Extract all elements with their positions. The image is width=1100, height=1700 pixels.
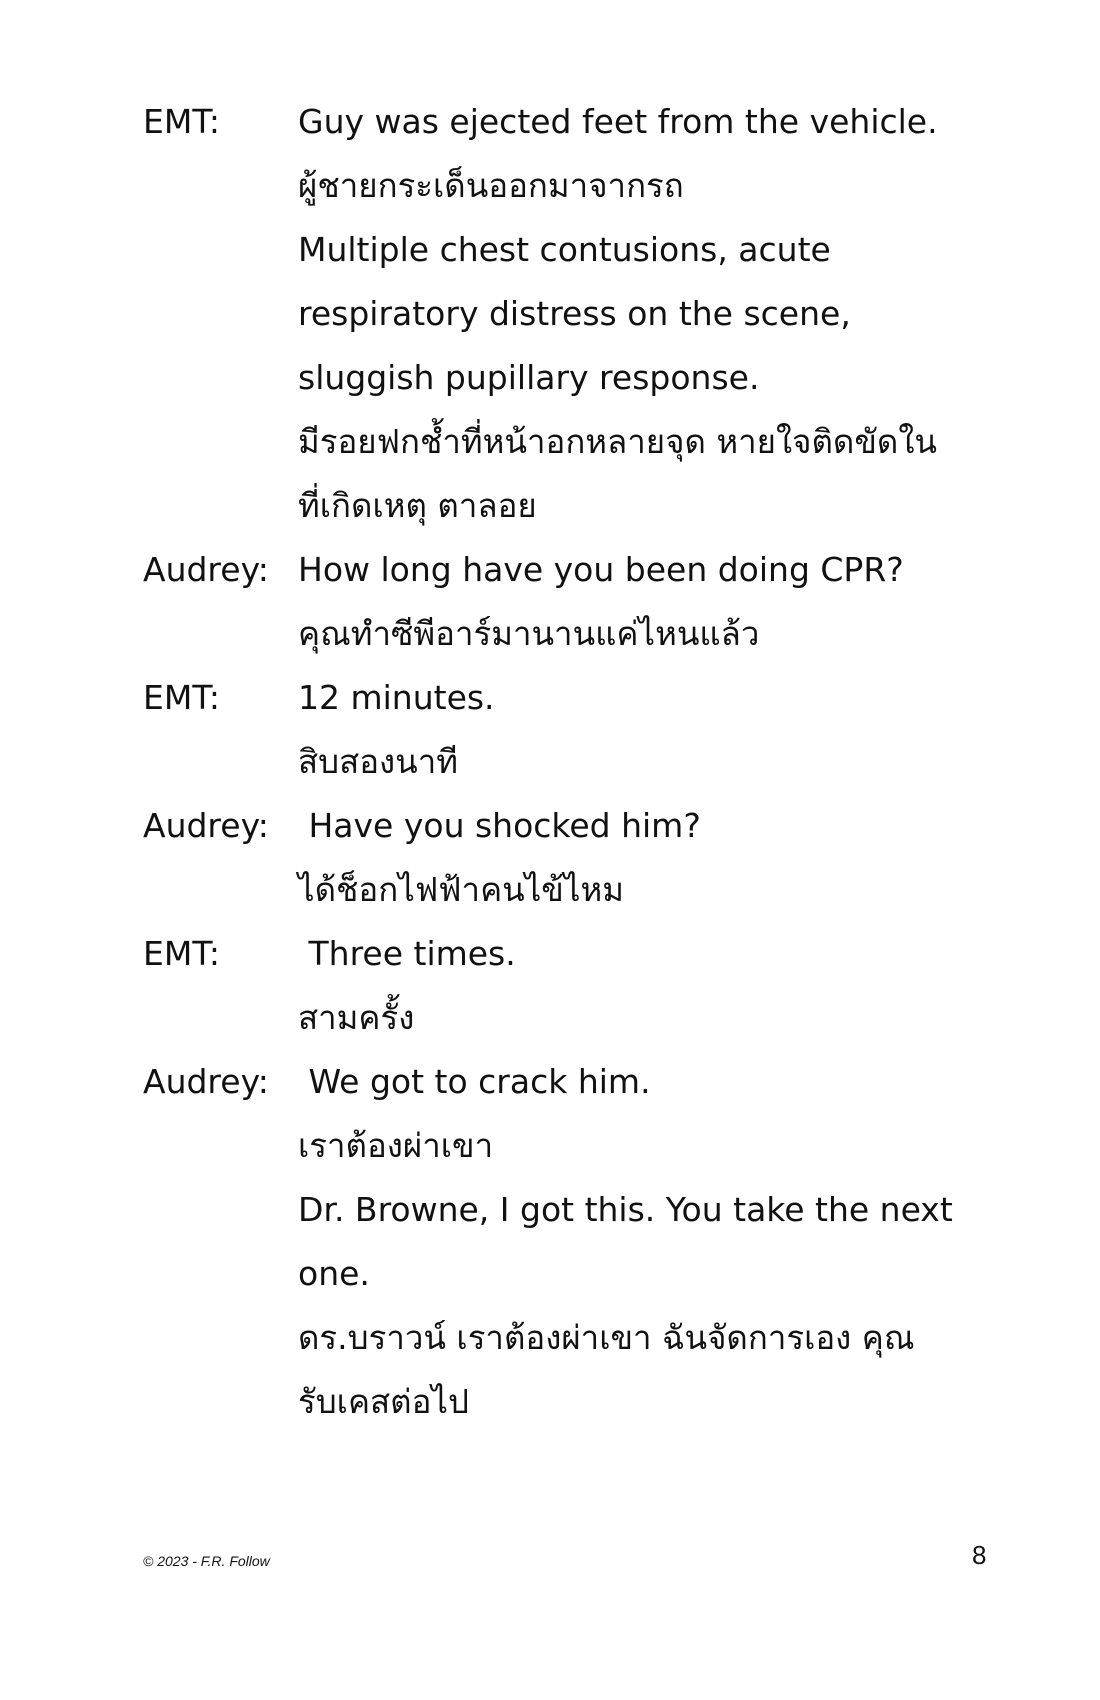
dialogue-line: สามครั้ง bbox=[298, 998, 415, 1037]
dialogue-line: คุณทำซีพีอาร์มานานแค่ไหนแล้ว bbox=[298, 614, 760, 653]
dialogue-line: respiratory distress on the scene, bbox=[298, 294, 851, 333]
dialogue-line: เราต้องผ่าเขา bbox=[298, 1126, 494, 1165]
speaker-label: Audrey: bbox=[143, 1062, 269, 1101]
dialogue-line: ที่เกิดเหตุ ตาลอย bbox=[298, 486, 537, 525]
page-number: 8 bbox=[972, 1540, 987, 1570]
dialogue-line: Dr. Browne, I got this. You take the next bbox=[298, 1190, 953, 1229]
speaker-label: EMT: bbox=[143, 678, 220, 717]
dialogue-line: one. bbox=[298, 1254, 370, 1293]
dialogue-line: Guy was ejected feet from the vehicle. bbox=[298, 102, 938, 141]
dialogue-line: ดร.บราวน์ เราต้องผ่าเขา ฉันจัดการเอง คุณ bbox=[298, 1318, 915, 1357]
dialogue-line: ผู้ชายกระเด็นออกมาจากรถ bbox=[298, 166, 684, 205]
dialogue-line: 12 minutes. bbox=[298, 678, 495, 717]
speaker-label: EMT: bbox=[143, 102, 220, 141]
dialogue-line: รับเคสต่อไป bbox=[298, 1382, 469, 1421]
dialogue-line: How long have you been doing CPR? bbox=[298, 550, 904, 589]
dialogue-line: ได้ช็อกไฟฟ้าคนไข้ไหม bbox=[298, 870, 624, 909]
copyright-notice: © 2023 - F.R. Follow bbox=[143, 1553, 270, 1569]
dialogue-line: Have you shocked him? bbox=[298, 806, 701, 845]
dialogue-line: สิบสองนาที bbox=[298, 742, 459, 781]
dialogue-line: sluggish pupillary response. bbox=[298, 358, 760, 397]
speaker-label: EMT: bbox=[143, 934, 220, 973]
dialogue-line: Multiple chest contusions, acute bbox=[298, 230, 831, 269]
speaker-label: Audrey: bbox=[143, 806, 269, 845]
dialogue-line: Three times. bbox=[298, 934, 516, 973]
dialogue-line: มีรอยฟกช้ำที่หน้าอกหลายจุด หายใจติดขัดใน bbox=[298, 422, 937, 461]
dialogue-line: We got to crack him. bbox=[298, 1062, 651, 1101]
speaker-label: Audrey: bbox=[143, 550, 269, 589]
